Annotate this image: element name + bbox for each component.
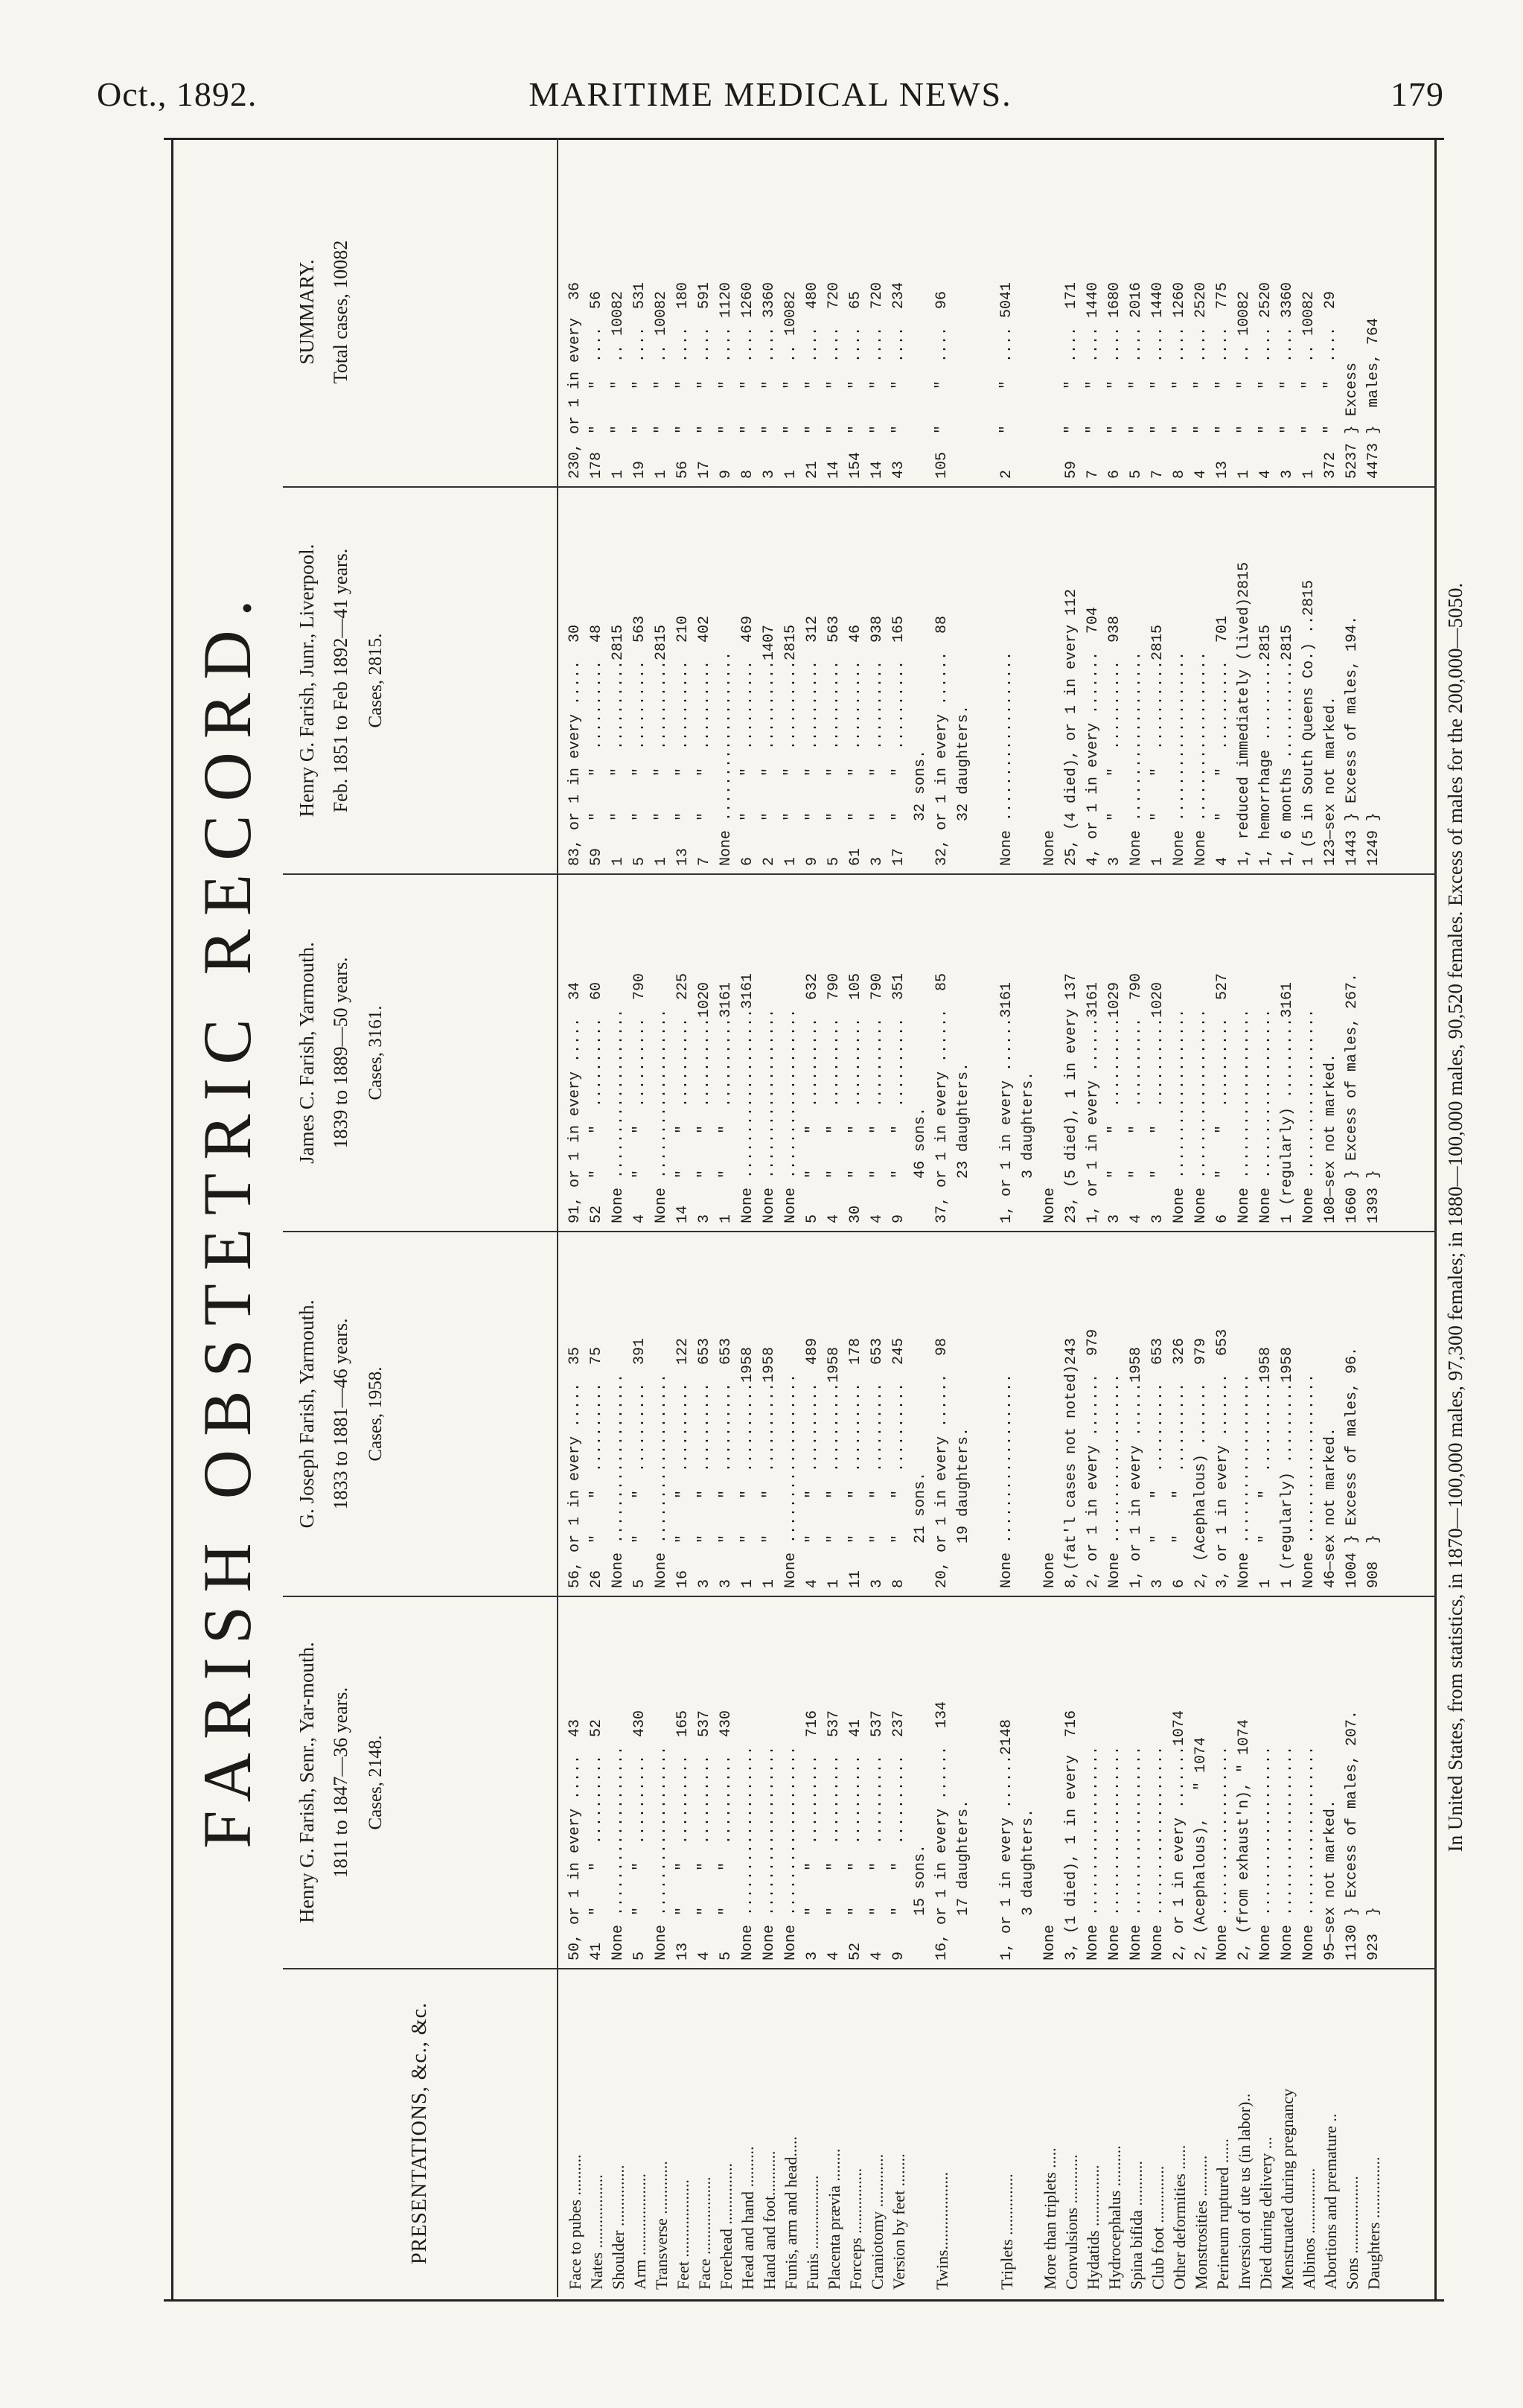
table-cell: None ................... xyxy=(653,1373,670,1588)
table-cell: 9 " " .......... 351 xyxy=(890,972,907,1223)
column-header xyxy=(283,138,558,486)
table-cell: 4 " " .......... 701 xyxy=(1214,615,1231,866)
table-cell: 7 " " .... 1440 xyxy=(1085,281,1102,479)
table-cell: None ................... xyxy=(610,1373,627,1588)
table-cell: 32, or 1 in every ...... 88 xyxy=(933,615,951,866)
column-header xyxy=(283,488,558,873)
table-cell: 4 " " .......... 537 xyxy=(696,1710,713,1961)
table-cell: 6 " " .......... 469 xyxy=(739,615,756,866)
table-cell: 1, or 1 in every ......3161 xyxy=(1085,981,1102,1223)
table-cell: None xyxy=(1041,1187,1059,1223)
table-cell: 20, or 1 in every ...... 98 xyxy=(933,1337,951,1588)
table-cell: 3 " " .... 3360 xyxy=(1279,281,1296,479)
column-name: PRESENTATIONS, &c., &c. xyxy=(408,2001,432,2265)
table-cell: 4 " " .......... 537 xyxy=(869,1710,886,1961)
row-label: Monstrosities .......... xyxy=(1192,2155,1210,2290)
table-cell: 1 " " ..........1958 xyxy=(761,1346,778,1588)
row-label: Face to pubes .......... xyxy=(566,2154,584,2290)
table-cell: None ................... xyxy=(1257,1008,1274,1223)
row-label: Daughters ............... xyxy=(1364,2156,1383,2290)
row-label: Spina bifida ........... xyxy=(1127,2161,1146,2290)
table-cell: 9 " " .... 1120 xyxy=(718,281,735,479)
table-cell: None xyxy=(1041,829,1059,866)
table-cell: None ................... xyxy=(761,1745,778,1961)
table-cell: 3, or 1 in every ....... 653 xyxy=(1214,1328,1231,1588)
table-cell: 1 " " .. 10082 xyxy=(653,290,670,479)
joseph-column xyxy=(283,1232,1437,1597)
table-cell: 59 " " .... 171 xyxy=(1063,281,1080,479)
table-cell: 32 sons. xyxy=(912,749,929,866)
rotated-table xyxy=(171,138,1466,2297)
table-cell: 2, (Acephalous) ....... 979 xyxy=(1192,1337,1210,1588)
table-cell: 21 " " .... 480 xyxy=(804,281,821,479)
table-cell: 3 daughters. xyxy=(1020,1808,1037,1961)
row-label: Died during delivery ... xyxy=(1257,2136,1275,2290)
row-label: Forceps ................ xyxy=(846,2167,865,2290)
table-cell: 8 " " .......... 245 xyxy=(890,1337,907,1588)
table-cell: 3 daughters. xyxy=(1020,1071,1037,1223)
table-cell: 2, (from exhaust'n), " 1074 xyxy=(1236,1719,1253,1961)
table-cell: 1 " " ..........1958 xyxy=(826,1346,843,1588)
column-name: Henry G. Farish, Senr., Yar-mouth. xyxy=(296,1642,318,1923)
table-cell: 1 " " ..........1958 xyxy=(1257,1346,1274,1588)
table-cell: 1, 6 months ...........2815 xyxy=(1279,624,1296,866)
table-cell: 9 " " .......... 312 xyxy=(804,615,821,866)
table-cell: 25, (4 died), or 1 in every 112 xyxy=(1063,588,1080,866)
henry-senr-column xyxy=(283,1597,1437,1969)
table-cell xyxy=(1018,495,1039,866)
table-cell: 1 " " ..........1958 xyxy=(739,1346,756,1588)
table-cell: 230, or 1 in every 36 xyxy=(566,281,584,479)
row-label: Twins................... xyxy=(933,2172,951,2290)
table-cell: 4 " " .......... 537 xyxy=(826,1710,843,1961)
table-cell: 3 " " ..........1020 xyxy=(696,981,713,1223)
table-cell: 1, reduced immediately (lived)2815 xyxy=(1236,561,1253,866)
table-cell: 50, or 1 in every ..... 43 xyxy=(566,1719,584,1961)
row-label: Club foot .............. xyxy=(1149,2165,1167,2290)
page-header xyxy=(89,74,1452,119)
table-cell: 1249 } xyxy=(1365,812,1382,866)
table-cell: None ................... xyxy=(782,1008,799,1223)
table-cell: 4 " " .... 2520 xyxy=(1192,281,1210,479)
table-cell: 30 " " .......... 105 xyxy=(847,972,864,1223)
table-cell: 5 " " .... 2016 xyxy=(1128,281,1145,479)
row-label: Funis .................. xyxy=(803,2175,822,2290)
table-cell: None ................... xyxy=(782,1373,799,1588)
table-cell: None ................... xyxy=(1149,1745,1166,1961)
table-cell: 14 " " .... 720 xyxy=(869,281,886,479)
table-cell: 1443 } Excess of males, 194. xyxy=(1344,615,1361,866)
table-cell xyxy=(974,145,996,479)
table-cell: 4 " " .... 2520 xyxy=(1257,281,1274,479)
table-cell: None ................... xyxy=(1171,1008,1188,1223)
table-cell: 1 " " ..........3161 xyxy=(718,981,735,1223)
table-cell: 923 } xyxy=(1365,1906,1382,1961)
table-cell: 1 (regularly) .........1958 xyxy=(1279,1346,1296,1588)
table-cell: None xyxy=(1041,1924,1059,1961)
table-cell xyxy=(1039,145,1061,479)
presentations-column xyxy=(283,1969,1437,2297)
table-cell: None ................... xyxy=(610,1008,627,1223)
table-cell: 9 " " .......... 237 xyxy=(890,1710,907,1961)
table-cell: 61 " " .......... 46 xyxy=(847,624,864,866)
column-name: G. Joseph Farish, Yarmouth. xyxy=(296,1299,318,1529)
table-title: FARISH OBSTETRIC RECORD. xyxy=(189,586,265,1849)
row-label: Hand and foot........... xyxy=(760,2150,779,2290)
table-cell: 2 " " ..........1407 xyxy=(761,624,778,866)
page-number: 179 xyxy=(1391,75,1444,113)
table-cell: 1130 } Excess of males, 207. xyxy=(1344,1710,1361,1961)
table-cell: 46—sex not marked. xyxy=(1322,1427,1339,1588)
table-cell: 2 " " .... 5041 xyxy=(998,281,1015,479)
table-cell: 5237 } Excess xyxy=(1344,362,1361,479)
table-cell: None ................... xyxy=(1192,1008,1210,1223)
table-cell: 91, or 1 in every ..... 34 xyxy=(566,981,584,1223)
table-cell: 3 " " ..........1020 xyxy=(1149,981,1166,1223)
table-cell: 2, or 1 in every .......1074 xyxy=(1171,1710,1188,1961)
row-label: Face ................... xyxy=(695,2176,714,2290)
table-cell: 105 " " .... 96 xyxy=(933,290,951,479)
record-table xyxy=(283,138,1437,2297)
table-cell: 7 " " .......... 402 xyxy=(696,615,713,866)
column-period: 1839 to 1889—50 years. xyxy=(330,957,352,1149)
column-period: Feb. 1851 to Feb 1892—41 years. xyxy=(330,548,352,813)
column-name: SUMMARY. xyxy=(296,259,318,365)
column-rows xyxy=(558,138,1391,486)
table-cell: 178 " " .... 56 xyxy=(588,290,605,479)
column-header xyxy=(283,1597,558,1968)
table-cell: 4 " " .......... 790 xyxy=(869,972,886,1223)
table-cell: 1 " " ..........2815 xyxy=(782,624,799,866)
table-cell: 11 " " .......... 178 xyxy=(847,1337,864,1588)
table-cell: 15 sons. xyxy=(912,1844,929,1961)
table-cell xyxy=(974,495,996,866)
table-cell xyxy=(910,145,931,479)
table-cell: None ................... xyxy=(1300,1008,1318,1223)
james-column xyxy=(283,875,1437,1232)
table-cell: None ................... xyxy=(653,1008,670,1223)
table-cell: None ................... xyxy=(1214,1745,1231,1961)
table-cell: 13 " " .... 775 xyxy=(1214,281,1231,479)
table-cell: 16, or 1 in every ...... 134 xyxy=(933,1701,951,1961)
table-cell: 46 sons. xyxy=(912,1106,929,1223)
column-period: Total cases, 10082 xyxy=(330,240,352,384)
table-cell: 908 } xyxy=(1365,1534,1382,1588)
column-cases: Cases, 2815. xyxy=(365,633,386,728)
table-cell: 32 daughters. xyxy=(955,704,972,866)
column-name: James C. Farish, Yarmouth. xyxy=(296,942,318,1164)
table-cell: 1 " " .. 10082 xyxy=(1300,290,1318,479)
row-label: Feet ................... xyxy=(674,2179,692,2290)
table-cell: 5 " " .......... 391 xyxy=(631,1337,648,1588)
footnote: In United States, from statistics, in 1870—100,000 males, 97,300 females; in 1880—100,000 males, 90,520 females. Excess of males for the 200,000—5050. xyxy=(1444,582,1466,1853)
table-cell: 95—sex not marked. xyxy=(1322,1799,1339,1961)
row-label: Sons ................... xyxy=(1343,2176,1361,2290)
table-cell: 83, or 1 in every ..... 30 xyxy=(566,624,584,866)
column-header xyxy=(283,875,558,1231)
table-cell: 4473 } males, 764 xyxy=(1365,317,1382,479)
table-cell: 154 " " .... 65 xyxy=(847,290,864,479)
column-period: 1833 to 1881—46 years. xyxy=(330,1318,352,1510)
table-cell: 1 " " .. 10082 xyxy=(1236,290,1253,479)
table-cell: 4 " " .......... 790 xyxy=(1128,972,1145,1223)
row-label: Placenta prævia ........ xyxy=(825,2148,843,2290)
column-cases: Cases, 2148. xyxy=(365,1735,386,1830)
table-cell: 21 sons. xyxy=(912,1471,929,1588)
table-cell: 8,(fat'l cases not noted)243 xyxy=(1063,1337,1080,1588)
table-cell: 1393 } xyxy=(1365,1169,1382,1223)
table-cell: 14 " " .... 720 xyxy=(826,281,843,479)
table-cell: 1 " " .. 10082 xyxy=(782,290,799,479)
table-cell: 13 " " .......... 165 xyxy=(674,1710,692,1961)
table-cell: 5 " " .......... 563 xyxy=(631,615,648,866)
table-cell: 5 " " .......... 632 xyxy=(804,972,821,1223)
row-label: Forehead ............... xyxy=(717,2163,735,2290)
table-cell xyxy=(953,145,974,479)
row-label: Head and hand .......... xyxy=(738,2146,757,2290)
column-name: Henry G. Farish, Junr., Liverpool. xyxy=(296,544,318,818)
table-cell: 56, or 1 in every ..... 35 xyxy=(566,1346,584,1588)
table-cell: 3 " " .......... 938 xyxy=(1106,615,1123,866)
table-cell: 2, (Acephalous), " 1074 xyxy=(1192,1736,1210,1961)
column-rows xyxy=(558,1597,1391,1968)
table-cell: None ................... xyxy=(782,1745,799,1961)
row-label: Other deformities ...... xyxy=(1170,2144,1189,2290)
table-cell: 8 " " .... 1260 xyxy=(1171,281,1188,479)
table-cell: None ................... xyxy=(1236,1008,1253,1223)
table-cell: None ................... xyxy=(653,1745,670,1961)
column-rows xyxy=(558,875,1391,1231)
table-cell: 8 " " .... 1260 xyxy=(739,281,756,479)
row-label: More than triplets ..... xyxy=(1041,2147,1059,2290)
table-cell: 4 " " .......... 790 xyxy=(631,972,648,1223)
summary-column xyxy=(283,138,1437,488)
table-cell: 5 " " .......... 430 xyxy=(718,1710,735,1961)
table-cell: None ................... xyxy=(1300,1373,1318,1588)
table-cell: 3 " " .......... 653 xyxy=(1149,1337,1166,1588)
table-cell: None ................... xyxy=(1106,1745,1123,1961)
table-cell: 41 " " .......... 52 xyxy=(588,1719,605,1961)
row-label: Nates .................. xyxy=(587,2174,606,2290)
table-cell: 5 " " .......... 563 xyxy=(826,615,843,866)
table-cell: 7 " " .... 1440 xyxy=(1149,281,1166,479)
table-cell: 3 " " .......... 938 xyxy=(869,615,886,866)
table-cell: None ................... xyxy=(998,651,1015,866)
table-cell: 123—sex not marked. xyxy=(1322,695,1339,866)
table-cell xyxy=(974,1605,996,1961)
table-cell: 13 " " .......... 210 xyxy=(674,615,692,866)
table-cell: 52 " " .......... 41 xyxy=(847,1719,864,1961)
table-cell xyxy=(974,882,996,1223)
table-cell: 59 " " .......... 48 xyxy=(588,624,605,866)
table-cell: 4 " " .......... 489 xyxy=(804,1337,821,1588)
table-cell: 43 " " .... 234 xyxy=(890,281,907,479)
row-label xyxy=(1018,1977,1039,2290)
column-period: 1811 to 1847—36 years. xyxy=(330,1686,352,1879)
table-cell: 26 " " .......... 75 xyxy=(588,1346,605,1588)
row-label: Hydrocephalus .......... xyxy=(1105,2145,1124,2290)
henry-junr-column xyxy=(283,488,1437,875)
column-rows xyxy=(558,488,1391,873)
table-cell: 1 " " .. 10082 xyxy=(610,290,627,479)
table-cell: 6 " " .......... 527 xyxy=(1214,972,1231,1223)
journal-title: MARITIME MEDICAL NEWS. xyxy=(529,75,1012,113)
table-cell: 1004 } Excess of males, 96. xyxy=(1344,1346,1361,1588)
row-label: Craniotomy ............. xyxy=(868,2153,887,2290)
row-label: Abortions and premature .. xyxy=(1321,2113,1340,2290)
table-cell: 1 " " ..........2815 xyxy=(653,624,670,866)
table-cell: 372 " " .... 29 xyxy=(1322,290,1339,479)
table-cell: 4, or 1 in every ....... 704 xyxy=(1085,606,1102,866)
table-cell: 6 " " .......... 326 xyxy=(1171,1337,1188,1588)
table-cell: None ................... xyxy=(739,1745,756,1961)
table-cell: None ................... xyxy=(1171,651,1188,866)
table-cell: 3 " " .......... 653 xyxy=(869,1337,886,1588)
table-cell: None ...................3161 xyxy=(739,972,756,1223)
table-cell: 3, (1 died), 1 in every 716 xyxy=(1063,1710,1080,1961)
row-label: Funis, arm and head..... xyxy=(782,2136,800,2290)
table-cell: 1 (5 in South Queens Co.) ..2815 xyxy=(1300,579,1318,866)
column-rows xyxy=(558,1232,1391,1596)
table-cell xyxy=(974,1240,996,1588)
table-cell: None ................... xyxy=(1300,1745,1318,1961)
table-cell: 1, or 1 in every ......1958 xyxy=(1128,1346,1145,1588)
table-cell: 17 " " .... 591 xyxy=(696,281,713,479)
table-cell: None ................... xyxy=(1128,1745,1145,1961)
row-label xyxy=(910,1977,931,2290)
table-cell xyxy=(1018,145,1039,479)
table-cell: None ................... xyxy=(998,1373,1015,1588)
column-cases: Cases, 1958. xyxy=(365,1366,386,1462)
table-cell: 1 (regularly) .........3161 xyxy=(1279,981,1296,1223)
column-header xyxy=(283,1969,558,2297)
table-cell: None ................... xyxy=(1257,1745,1274,1961)
row-label: Version by feet ........ xyxy=(890,2153,908,2290)
issue-date: Oct., 1892. xyxy=(97,75,258,113)
table-cell: 52 " " .......... 60 xyxy=(588,981,605,1223)
row-label: Triplets ............... xyxy=(997,2173,1016,2290)
table-cell: 19 daughters. xyxy=(955,1427,972,1588)
table-cell: 1, or 1 in every ......3161 xyxy=(998,981,1015,1223)
table-cell: 17 daughters. xyxy=(955,1799,972,1961)
table-cell: 14 " " .......... 225 xyxy=(674,972,692,1223)
row-label: Perineum ruptured ...... xyxy=(1213,2138,1232,2290)
row-label: Menstruated during pregnancy xyxy=(1278,2088,1297,2290)
row-label: Transverse ............. xyxy=(652,2161,671,2290)
table-cell: 6 " " .... 1680 xyxy=(1106,281,1123,479)
row-label: Inversion of ute us (in labor).. xyxy=(1235,2093,1254,2290)
table-cell: 23 daughters. xyxy=(955,1062,972,1223)
table-cell: 3 " " .......... 716 xyxy=(804,1710,821,1961)
table-cell: 56 " " .... 180 xyxy=(674,281,692,479)
table-cell: None ................... xyxy=(610,1745,627,1961)
table-cell: 19 " " .... 531 xyxy=(631,281,648,479)
table-cell: 3 " " ..........1029 xyxy=(1106,981,1123,1223)
table-cell: 3 " " .......... 653 xyxy=(696,1337,713,1588)
row-label xyxy=(953,1977,974,2290)
table-cell: None ................... xyxy=(718,651,735,866)
table-cell: 16 " " .......... 122 xyxy=(674,1337,692,1588)
table-cell: 1 " " ..........2815 xyxy=(610,624,627,866)
column-rows xyxy=(558,1969,1391,2297)
table-cell: 17 " " .......... 165 xyxy=(890,615,907,866)
table-cell: None xyxy=(1041,1552,1059,1588)
column-header xyxy=(283,1232,558,1596)
column-cases: Cases, 3161. xyxy=(365,1005,386,1101)
row-label: Convulsions ............ xyxy=(1062,2154,1081,2290)
table-cell: 3 " " .... 3360 xyxy=(761,281,778,479)
table-cell: 37, or 1 in every ...... 85 xyxy=(933,972,951,1223)
table-cell: None ................... xyxy=(1085,1745,1102,1961)
table-cell: None ................... xyxy=(1192,651,1210,866)
table-cell: 1, hemorrhage .........2815 xyxy=(1257,624,1274,866)
table-cell: 2, or 1 in every ....... 979 xyxy=(1085,1328,1102,1588)
row-label: Arm .................... xyxy=(630,2173,649,2290)
row-label: Hydatids ............... xyxy=(1084,2165,1102,2290)
row-label xyxy=(974,1977,996,2290)
table-cell: 3 " " .......... 653 xyxy=(718,1337,735,1588)
row-label: Albinos ................ xyxy=(1300,2167,1318,2290)
table-cell: 1, or 1 in every ......2148 xyxy=(998,1719,1015,1961)
row-label: Shoulder ............... xyxy=(609,2165,628,2290)
table-cell: None ................... xyxy=(1236,1373,1253,1588)
table-cell: None ................... xyxy=(761,1008,778,1223)
table-cell: None ................... xyxy=(1106,1373,1123,1588)
table-cell: None ................... xyxy=(1128,651,1145,866)
table-cell: 108—sex not marked. xyxy=(1322,1053,1339,1223)
table-cell: None ................... xyxy=(1279,1745,1296,1961)
table-cell: 4 " " .......... 790 xyxy=(826,972,843,1223)
table-cell: 1 " " ..........2815 xyxy=(1149,624,1166,866)
table-cell: 23, (5 died), 1 in every 137 xyxy=(1063,972,1080,1223)
table-cell: 5 " " .......... 430 xyxy=(631,1710,648,1961)
table-cell: 1660 } Excess of males, 267. xyxy=(1344,972,1361,1223)
table-cell xyxy=(1018,1240,1039,1588)
